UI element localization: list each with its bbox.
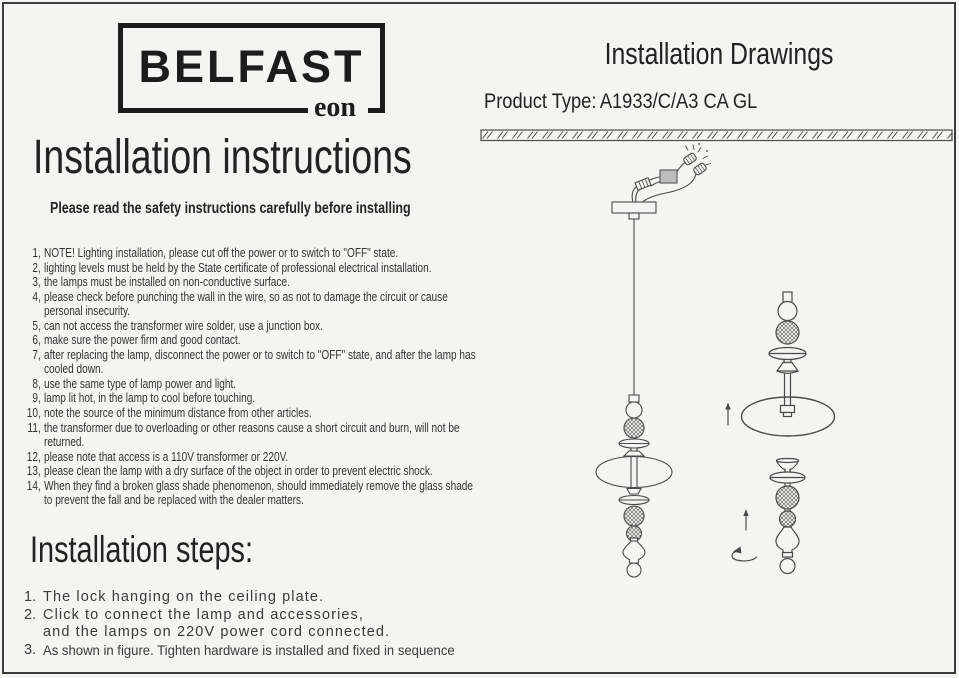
note-number: 3,	[32, 275, 41, 290]
disc-assembly-exploded-drawing	[725, 292, 834, 436]
ceiling-plate	[612, 202, 656, 213]
steps-title: Installation steps:	[30, 529, 253, 570]
product-type-label: Product Type:	[484, 89, 597, 113]
product-type-value: A1933/C/A3 CA GL	[599, 89, 758, 113]
note-text: lighting levels must be held by the State certificate of professional electrical installation.	[44, 260, 432, 275]
up-arrow-icon	[743, 509, 748, 530]
note-number: 14,	[26, 478, 41, 493]
safety-subtitle: Please read the safety instructions carefully before installing	[50, 200, 411, 217]
note-number: 9,	[32, 391, 41, 406]
note-number: 11,	[27, 420, 41, 435]
note-text: please check before punching the wall in the wire, so as not to damage the circuit or cause personal insecurity.	[44, 289, 448, 319]
note-text: note the source of the minimum distance from other articles.	[44, 406, 312, 421]
note-text: When they find a broken glass shade phenomenon, should immediately remove the glass shade to prevent the fall and be replaced with the dealer matters.	[44, 478, 474, 508]
brand-subname: eon	[308, 94, 368, 122]
power-wires-drawing	[632, 143, 710, 203]
note-number: 10,	[26, 406, 41, 421]
step-text: As shown in figure. Tighten hardware is installed and fixed in sequence	[43, 642, 455, 658]
hatched-ceiling-line	[481, 130, 952, 141]
step-text: and the lamps on 220V power cord connected.	[43, 624, 391, 641]
note-number: 5,	[32, 318, 41, 333]
up-arrow-icon	[725, 403, 730, 426]
assembled-pendant-drawing	[596, 143, 711, 577]
note-number: 2,	[32, 260, 41, 275]
note-text: make sure the power firm and good contact.	[44, 333, 241, 348]
note-text: please note that access is a 110V transformer or 220V.	[44, 449, 289, 464]
note-text: lamp lit hot, in the lamp to cool before touching.	[44, 391, 256, 406]
note-number: 4,	[32, 289, 41, 304]
note-text: please clean the lamp with a dry surface of the object in order to prevent electric shock.	[44, 464, 433, 479]
note-text: the lamps must be installed on non-conductive surface.	[44, 275, 290, 290]
note-text: can not access the transformer wire solder, use a junction box.	[44, 318, 323, 333]
brand-name: BELFAST	[138, 41, 365, 92]
step-text: Click to connect the lamp and accessories,	[43, 606, 365, 623]
rotate-arrow-icon	[732, 547, 757, 561]
note-text: after replacing the lamp, disconnect the power or to switch to "OFF" state, and after the lamp has cooled down.	[44, 347, 476, 377]
note-text: the transformer due to overloading or other reasons cause a short circuit and burn, will not be returned.	[44, 420, 460, 450]
note-number: 7,	[32, 347, 41, 362]
drawings-title: Installation Drawings	[605, 36, 834, 71]
page-title: Installation instructions	[33, 131, 412, 184]
mounting-nut	[781, 406, 795, 413]
large-glass-disc	[596, 457, 672, 488]
step-text: The lock hanging on the ceiling plate.	[43, 589, 325, 605]
note-number: 8,	[32, 376, 41, 391]
wire-connector	[635, 178, 651, 191]
note-number: 1,	[32, 246, 41, 260]
finial-assembly-exploded-drawing	[732, 459, 805, 574]
glass-finial-body	[776, 527, 799, 553]
step-number: 1.	[24, 589, 37, 605]
note-number: 12,	[26, 449, 41, 464]
step-number: 3.	[24, 641, 37, 658]
wire-nuts	[683, 143, 711, 176]
note-text: NOTE! Lighting installation, please cut off the power or to switch to "OFF" state.	[44, 246, 399, 260]
note-number: 6,	[32, 333, 41, 348]
driver-box	[660, 170, 677, 183]
step-number: 2.	[24, 606, 37, 623]
note-text: use the same type of lamp power and light.	[44, 376, 237, 391]
note-number: 13,	[26, 464, 41, 479]
glass-finial-body	[623, 541, 645, 563]
